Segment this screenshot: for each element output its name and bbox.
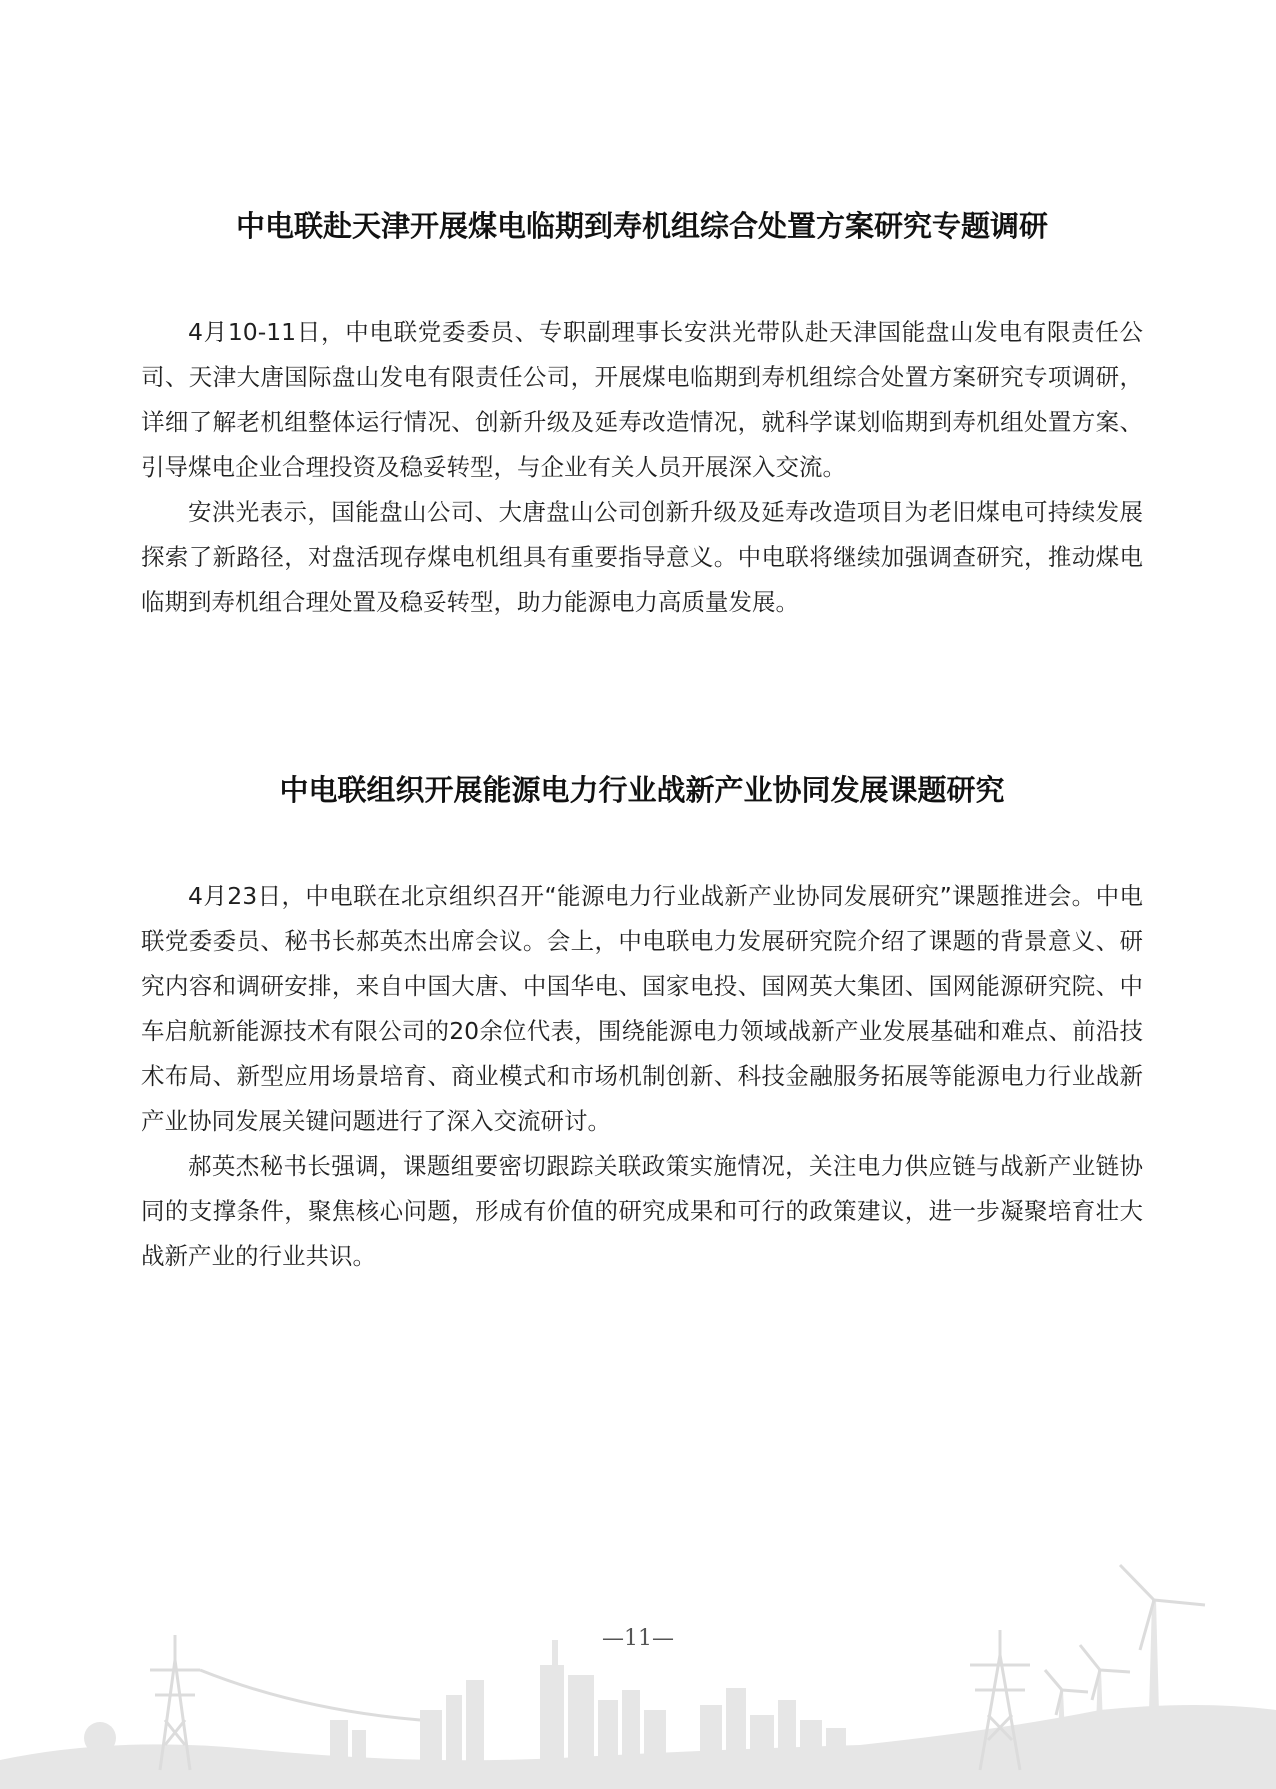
- skyline-illustration: [0, 1560, 1276, 1789]
- footer-illustration: [0, 1560, 1276, 1789]
- article-paragraph: 4月10-11日，中电联党委委员、专职副理事长安洪光带队赴天津国能盘山发电有限责任公司、天津大唐国际盘山发电有限责任公司，开展煤电临期到寿机组综合处置方案研究专项调研，详细了解老机组整体运行情况、创新升级及延寿改造情况，就科学谋划临期到寿机组处置方案、引导煤电企业合理投资及稳妥转型，与企业有关人员开展深入交流。: [141, 318, 1143, 481]
- article-strategic-industry-research: [141, 762, 1143, 1279]
- article-paragraph: 安洪光表示，国能盘山公司、大唐盘山公司创新升级及延寿改造项目为老旧煤电可持续发展探索了新路径，对盘活现存煤电机组具有重要指导意义。中电联将继续加强调查研究，推动煤电临期到寿机组合理处置及稳妥转型，助力能源电力高质量发展。: [141, 498, 1143, 616]
- article-paragraph: 4月23日，中电联在北京组织召开“能源电力行业战新产业协同发展研究”课题推进会。中电联党委委员、秘书长郝英杰出席会议。会上，中电联电力发展研究院介绍了课题的背景意义、研究内容和调研安排，来自中国大唐、中国华电、国家电投、国网英大集团、国网能源研究院、中车启航新能源技术有限公司的20余位代表，围绕能源电力领域战新产业发展基础和难点、前沿技术布局、新型应用场景培育、商业模式和市场机制创新、科技金融服务拓展等能源电力行业战新产业协同发展关键问题进行了深入交流研讨。: [141, 882, 1143, 1135]
- article-title: 中电联赴天津开展煤电临期到寿机组综合处置方案研究专题调研: [235, 209, 1048, 243]
- page-number: —11—: [602, 1626, 674, 1651]
- article-coal-power-survey: [141, 198, 1143, 625]
- article-title: 中电联组织开展能源电力行业战新产业协同发展课题研究: [279, 773, 1005, 807]
- article-paragraph: 郝英杰秘书长强调，课题组要密切跟踪关联政策实施情况，关注电力供应链与战新产业链协同的支撑条件，聚焦核心问题，形成有价值的研究成果和可行的政策建议，进一步凝聚培育壮大战新产业的行业共识。: [141, 1152, 1143, 1270]
